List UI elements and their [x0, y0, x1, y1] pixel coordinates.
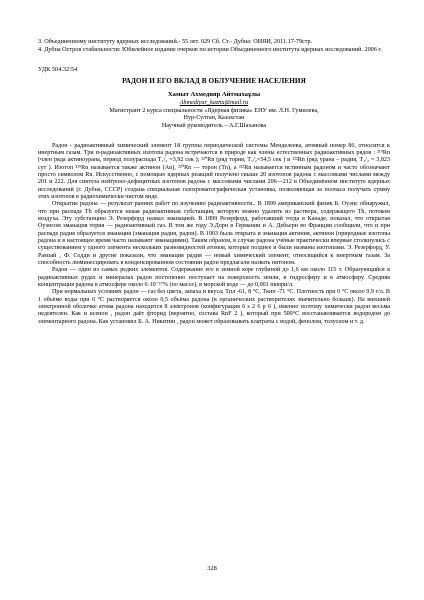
article-title: РАДОН И ЕГО ВКЛАД В ОБЛУЧЕНИЕ НАСЕЛЕНИЯ [122, 77, 306, 86]
reference-item: 3. Объединенному институту ядерных исследований.- 55 лет. 029 Сб. Ст.- Дубна: ОИЯИ, 2011.17-79стр. [38, 38, 313, 45]
page-number: 328 [207, 565, 217, 572]
body-paragraph: Радон — один из самых редких элементов. Содержание его в земной коре глубиной до 1,6 км около 115 т. Образующийся в радиоактивных рудах и минералах радон постепенно поступает на поверхность земли, в гидросферу и в атмосферу. Средняя концентрация радона в атмосфере около 6·10⁻¹⁷% (по массе), в морской воде — до 0,001 пкюри/л. [38, 267, 390, 289]
body-paragraph: Открытие радона — результат ранних работ по изучению радиоактивности.. В 1899 американский физик Б. Оуэнс обнаружил, что при распаде Th образуется некая радиоактивная субстанция, которую можно удалить из раствора, содержащего Th, потоком воздуха. Эту субстанцию Э. Резерфорд назвал эманацией. В 1899 Резерфорд, работавший тогда в Канаде, показал, что открытая Оуэнсом эманация тория — радиоактивный газ. В том же году Э.Дорн в Германии и А. Дебьерн во Франции сообщили, что и при распаде радия образуется эманация (эманация радия, радон). В 1903 была открыта и эманация актиния, актинон (природные изотопы радона и в настоящее время часто называют эманациями). Таким образом, в случае радона учёные практически впервые столкнулись с существованием у одного элемента нескольких разновидностей атомов, которые позднее и были названы изотопами. Э. Резерфорд, У. Рамзай , Ф. Содди и другие показали, что эманация радия — новый химический элемент, относящийся к инертным газам. За способность люминесцировать в конденсированном состоянии радон предлагали назвать нитоном. [38, 201, 390, 267]
supervisor-line: Научный руководитель – А.Г.Шаханова [161, 121, 267, 129]
section-spacer [38, 130, 390, 143]
reference-item: 4. Дубна Остров стабильности: Юбилейное издание очерков по истории Объединенного института ядерных исследований. 2006 г. [38, 45, 382, 53]
affiliation-city: Нур-Султан, Казахстан [183, 114, 245, 122]
body-paragraph: При нормальных условиях радон — газ без цвета, запаха и вкуса; Tпл -61, 8 °C, Tкип -71 °C. Плотность при 0 °C около 9,9 г/л. В 1 объёме воды при 0 °C растворяется около 0,5 объёма радона (в органических растворителях значительно больше). На внешней электронной оболочке атома радона находится 8 электронов (конфигурация 6 s 2 6 p 6 ), именно поэтому химически радон весьма недеятелен. Как и ксенон , радон даёт фторид (вероятно, состава RnF 2 ), который при 500°C восстанавливается водородом до элементарного радона. Как установил Б. А. Никитин , радон может образовывать клатраты с водой, фенолом, толуолом и т. д. [38, 289, 390, 325]
author-name: Хамыт Ахмедияр Айтмахаұлы [167, 91, 261, 99]
author-email-link[interactable]: Ahmediyar_kaznu@mail.ru [179, 99, 249, 107]
udc-code: УДК 504.32:54 [38, 66, 78, 74]
body-paragraph: Радон - радиоактивный химический элемент 18 группы периодической системы Менделеева, атомный номер 86, относится к инертным газам. Три α-радиоактивных изотопа радона встречаются в природе как члены естественных радиоактивных рядов : ²¹⁹Rn (член ряда актиноурана, период полураспада T₁/₂ =3,92 сек ); ²²⁰Rn (ряд тория, T₁/₂=54,5 сек ) и ²²²Rn (ряд урана – радия, T₁/₂ = 3,823 сут ). Изотоп ²¹⁹Rn называется также актинон (An), ²²⁰Rn — торон (Tn), а ²²²Rn называется истинным радоном и часто обозначают просто символом Rn. Искусственно, с помощью ядерных реакций получено свыше 20 изотопов радона с массовыми числами между 201 и 222. Для синтеза нейтроно-дефицитных изотопов радона с массовыми числами 206—212 в Объединённом институте ядерных исследований (г. Дубна, СССР) создана специальная газохроматографическая установка, позволяющая за полчаса получать сумму этих изотопов в радиохимически чистом виде. [38, 142, 390, 200]
affiliation-line: Магистрант 2 курса специальности «Ядерная физика» ЕНУ им. Л.Н. Гумилева, [109, 106, 319, 114]
